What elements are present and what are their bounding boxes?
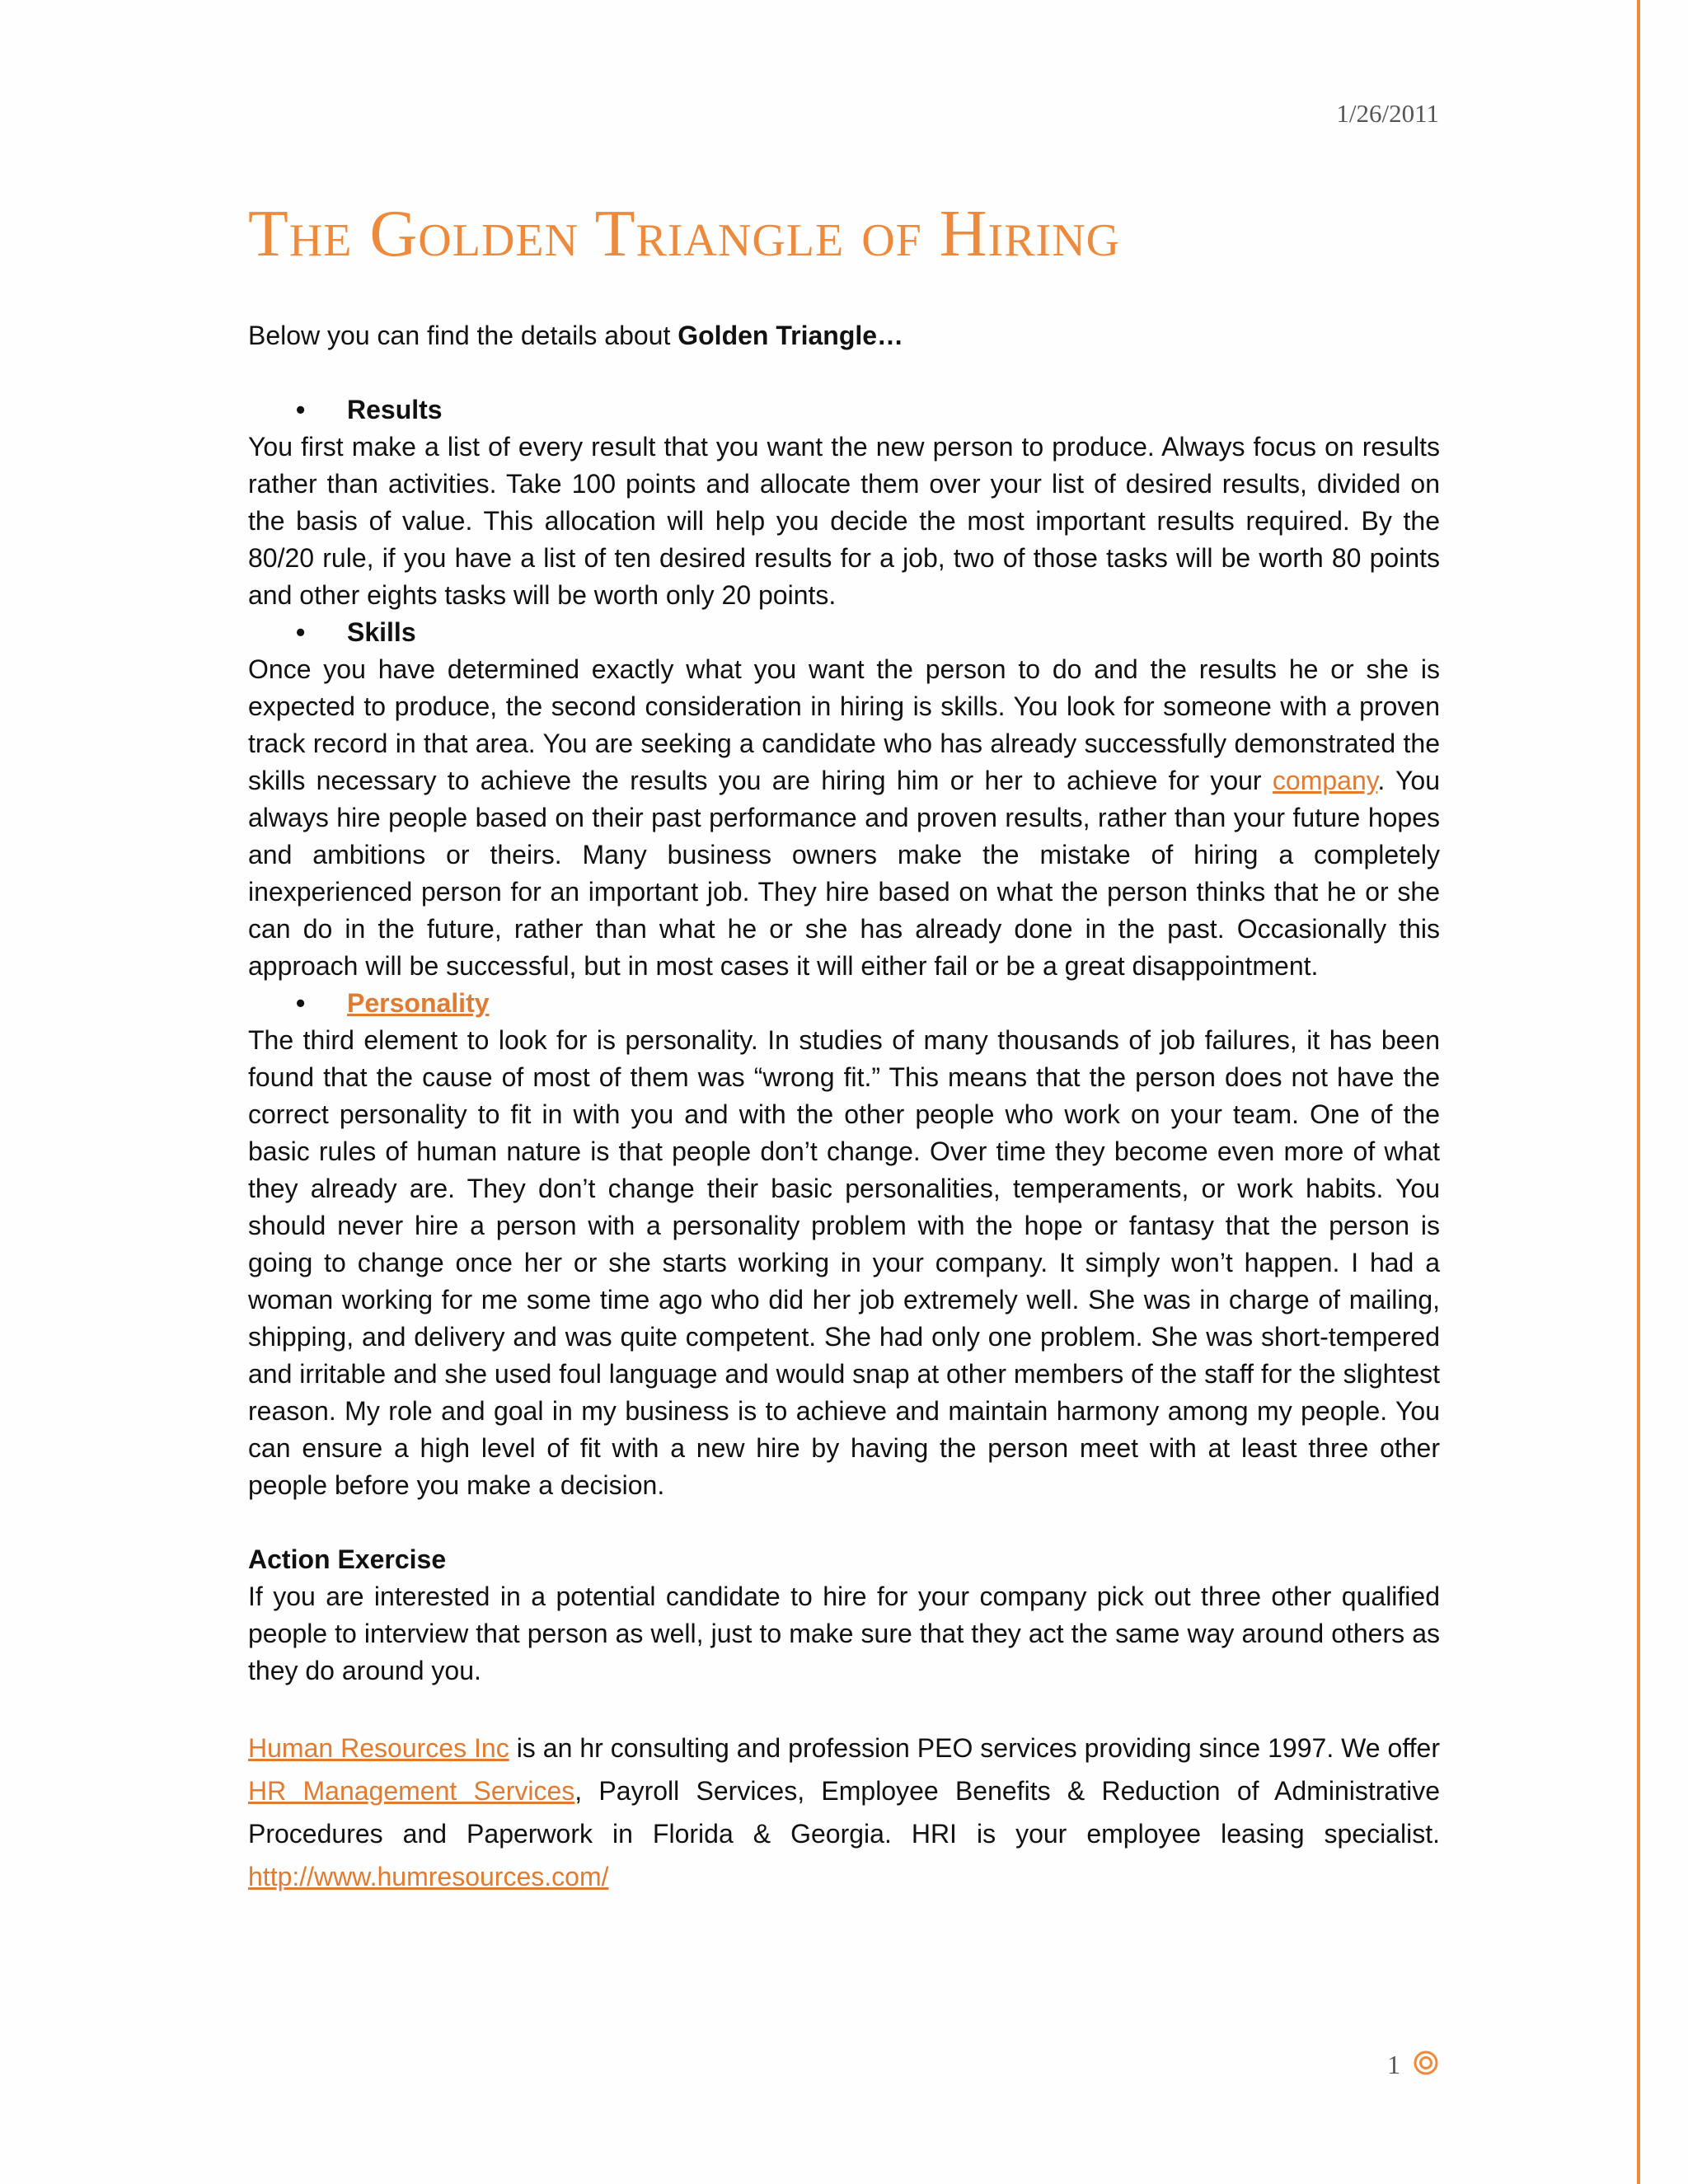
skills-text-2: . You always hire people based on their past performance and proven results, rather than your future hopes and ambitions or theirs. Many business owners make the mistake of hiring a completely inexperienced person for an important job. They hire based on what the person thinks that he or she can do in the future, rather than what he or she has already done in the past. Occasionally this approach will be successful, but in most cases it will either fail or be a great disappointment. <box>248 766 1441 981</box>
spacer <box>248 354 1440 391</box>
bullet-dot: • <box>296 988 306 1018</box>
spacer <box>248 1504 1440 1541</box>
bullet-personality <box>248 985 1440 1022</box>
intro-paragraph <box>248 317 1440 354</box>
personality-heading-link[interactable]: Personality <box>347 988 490 1018</box>
page-border <box>1637 0 1640 2184</box>
skills-paragraph <box>248 651 1440 985</box>
human-resources-link[interactable]: Human Resources Inc <box>248 1733 509 1763</box>
bullet-dot: • <box>296 617 306 647</box>
blurb-text-2: , Payroll Services, Employee Benefits & Reduction of Administrative Procedures and Paperwork in Florida & Georgia. HRI is your employee leasing specialist. <box>248 1776 1441 1849</box>
website-link[interactable]: http://www.humresources.com/ <box>248 1862 609 1891</box>
company-link[interactable]: company <box>1272 766 1378 795</box>
blurb-text-1: is an hr consulting and profession PEO services providing since 1997. We offer <box>509 1733 1441 1763</box>
results-paragraph: You first make a list of every result that you want the new person to produce. Always focus on results rather than activities. Take 100 points and allocate them over your list of desired results, divided on the basis of value. This allocation will help you decide the most important results required. By the 80/20 rule, if you have a list of ten desired results for a job, two of those tasks will be worth 80 points and other eights tasks will be worth only 20 points. <box>248 432 1440 610</box>
hr-management-link[interactable]: HR Management Services <box>248 1776 575 1806</box>
skills-heading: Skills <box>347 617 416 647</box>
intro-text: Below you can find the details about <box>248 321 678 350</box>
personality-paragraph: The third element to look for is personality. In studies of many thousands of job failures, it has been found that the cause of most of them was “wrong fit.” This means that the person does not have the correct personality to fit in with you and with the other people who work on your team. One of the basic rules of human nature is that people don’t change. Over time they become even more of what they already are. They don’t change their basic personalities, temperaments, or work habits. You should never hire a person with a personality problem with the hope or fantasy that the person is going to change once her or she starts working in your company. It simply won’t happen. I had a woman working for me some time ago who did her job extremely well. She was in charge of mailing, shipping, and delivery and was quite competent. She had only one problem. She was short-tempered and irritable and she used foul language and would snap at other members of the staff for the slightest reason. My role and goal in my business is to achieve and maintain harmony among my people. You can ensure a high level of fit with a new hire by having the person meet with at least three other people before you make a decision. <box>248 1025 1440 1500</box>
results-heading: Results <box>347 395 443 424</box>
company-blurb <box>248 1727 1440 1898</box>
page-number: 1 <box>1387 2050 1400 2079</box>
action-paragraph: If you are interested in a potential candidate to hire for your company pick out three other qualified people to interview that person as well, just to make sure that they act the same way around others as they do around you. <box>248 1582 1440 1685</box>
bullet-skills <box>248 614 1440 651</box>
header-date: 1/26/2011 <box>1336 99 1439 128</box>
document-title: The Golden Triangle of Hiring <box>248 198 1121 270</box>
bullet-results <box>248 391 1440 429</box>
action-heading: Action Exercise <box>248 1544 447 1574</box>
circle-target-icon <box>1413 2050 1439 2076</box>
spacer <box>248 1690 1440 1727</box>
skills-text-1: Once you have determined exactly what you want the person to do and the results he or she is expected to produce, the second consideration in hiring is skills. You look for someone with a proven track record in that area. You are seeking a candidate who has already successfully demonstrated the skills necessary to achieve the results you are hiring him or her to achieve for your <box>248 654 1440 795</box>
intro-bold: Golden Triangle… <box>678 321 904 350</box>
bullet-dot: • <box>296 395 306 424</box>
document-body <box>248 317 1440 1898</box>
